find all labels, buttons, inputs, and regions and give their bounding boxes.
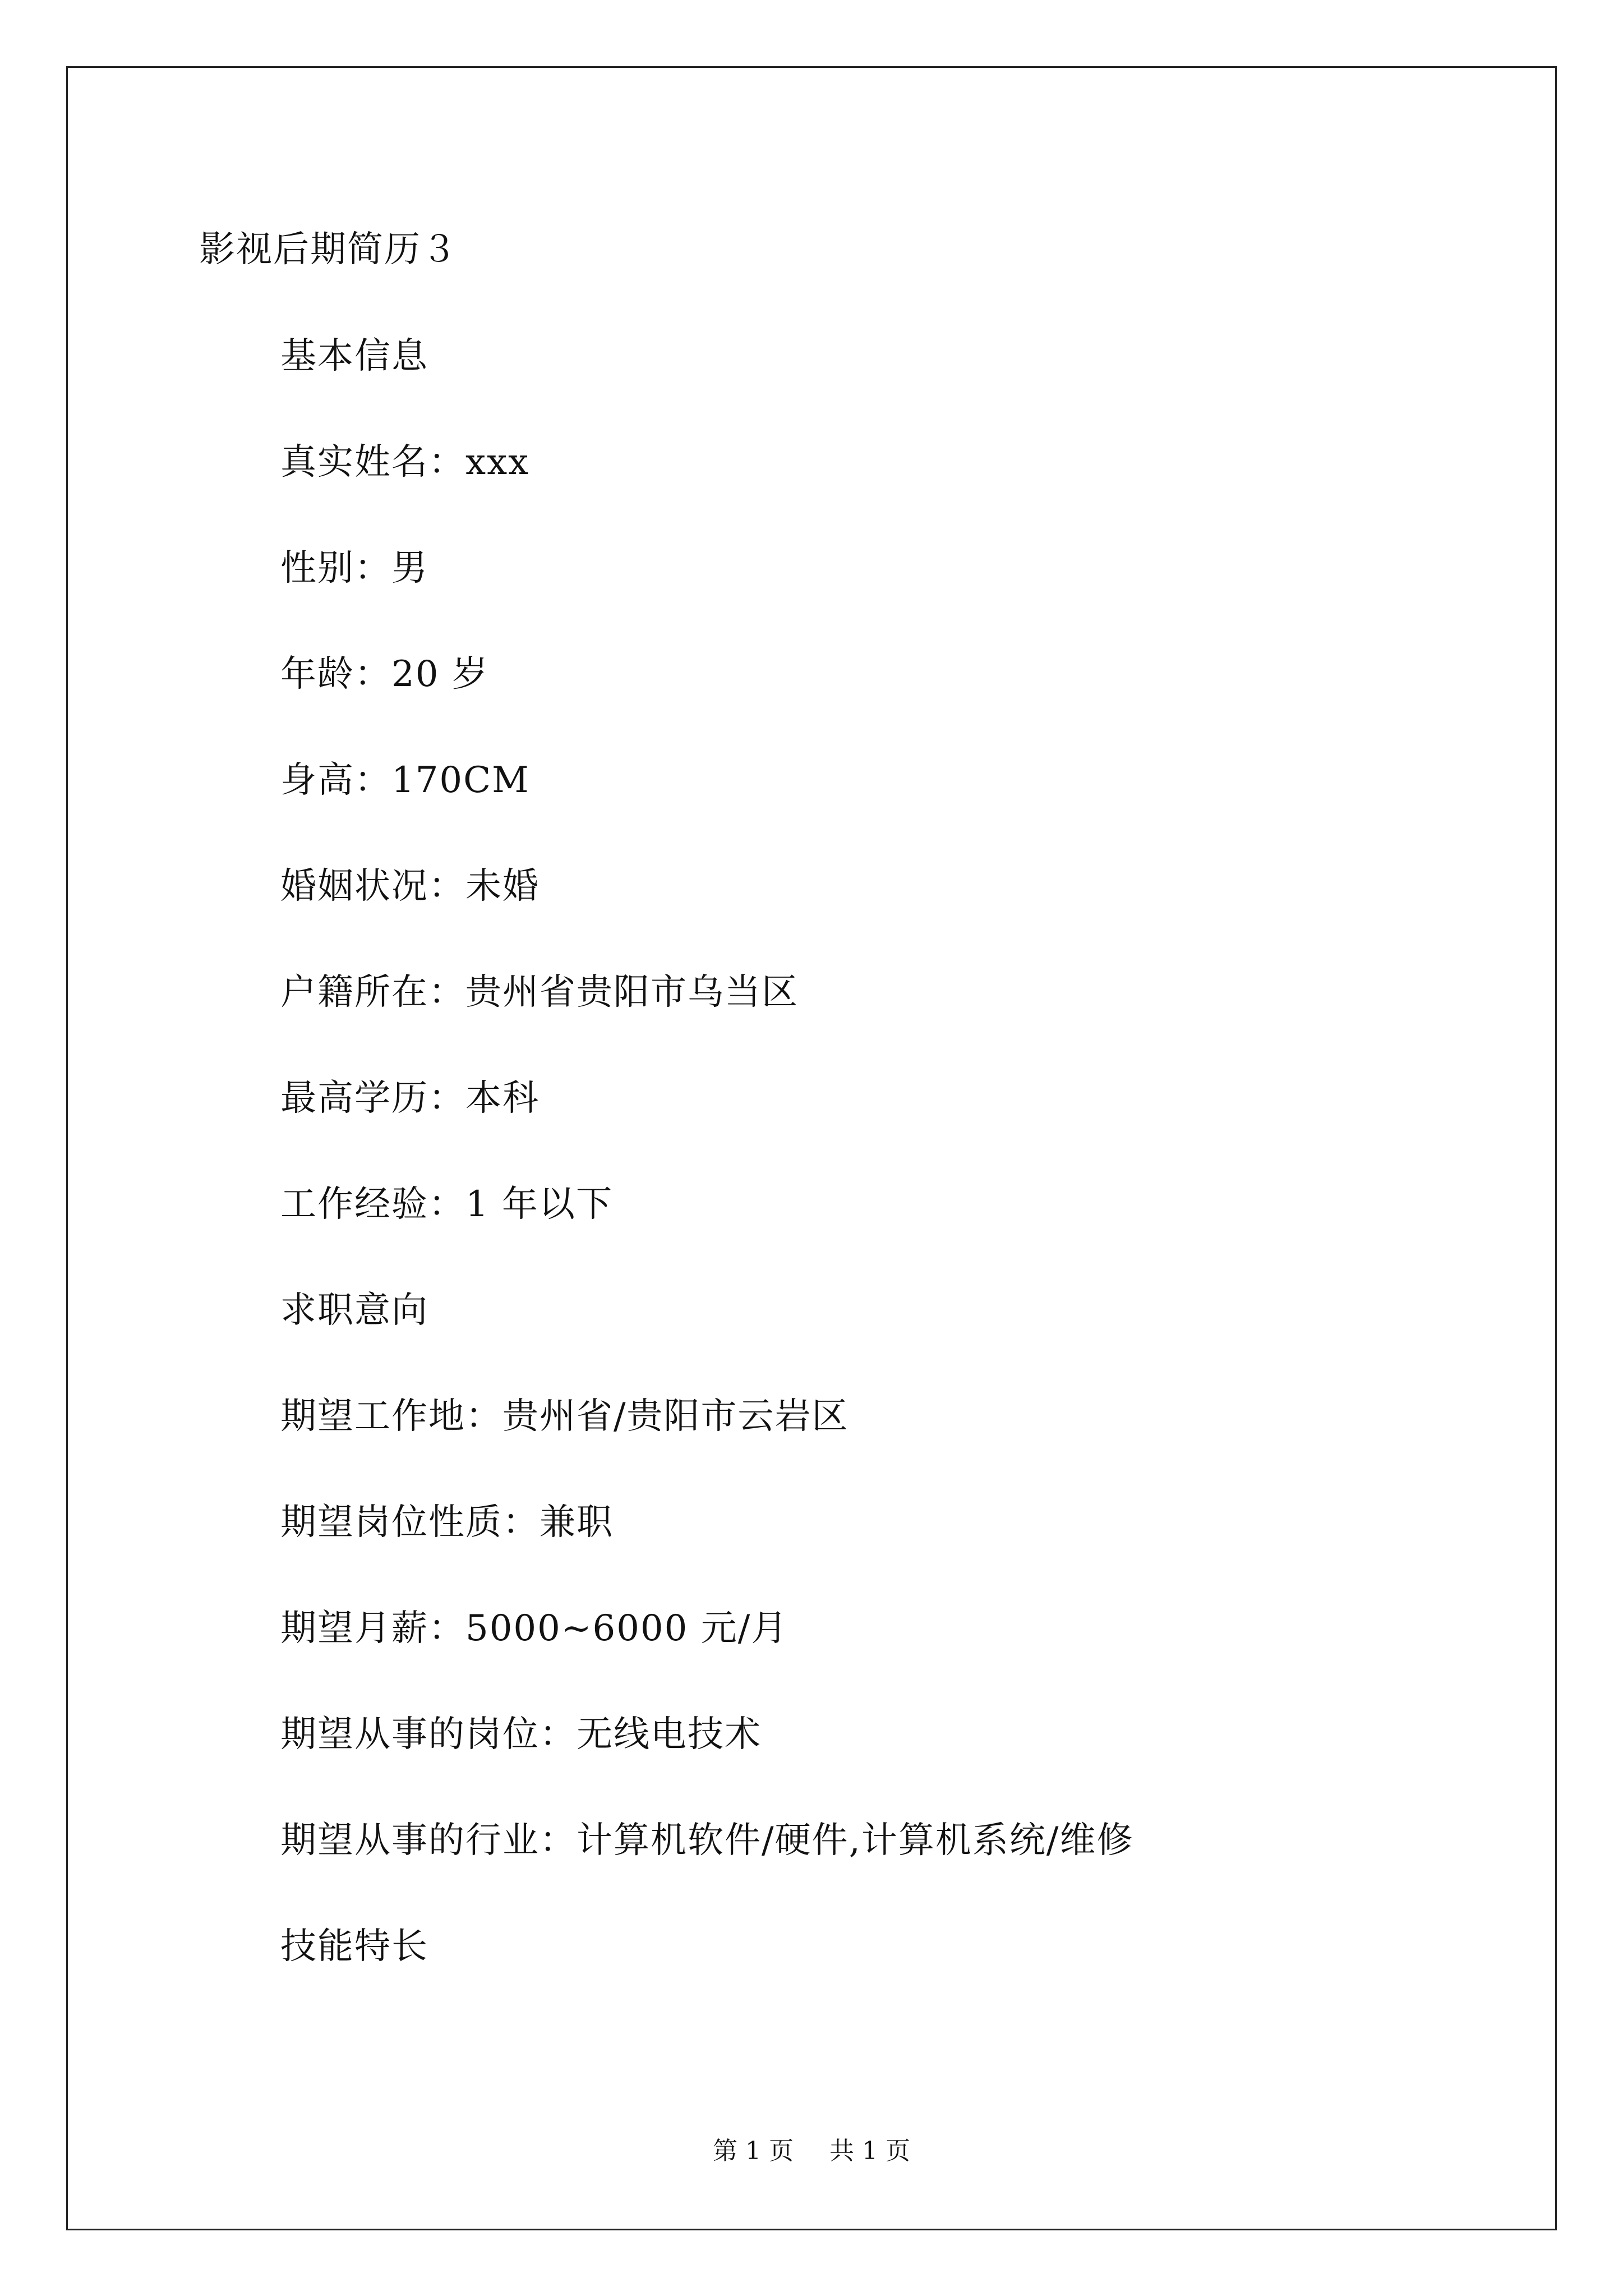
field-expected-location: 期望工作地：贵州省/贵阳市云岩区 (280, 1396, 849, 1437)
section-heading-skills: 技能特长 (280, 1926, 428, 1967)
field-real-name: 真实姓名：xxx (280, 441, 530, 483)
field-expected-salary: 期望月薪：5000~6000 元/月 (280, 1608, 789, 1649)
resume-content (280, 331, 1486, 2027)
field-marital-status: 婚姻状况：未婚 (280, 866, 540, 907)
page-number: 第 1 页 (713, 2137, 794, 2165)
field-expected-job-type: 期望岗位性质：兼职 (280, 1502, 614, 1543)
section-heading-job-intention: 求职意向 (280, 1290, 428, 1331)
field-highest-education: 最高学历：本科 (280, 1078, 540, 1119)
page-total: 共 1 页 (829, 2137, 910, 2165)
field-age: 年龄：20 岁 (280, 654, 489, 695)
field-work-experience: 工作经验：1 年以下 (280, 1184, 614, 1225)
section-heading-basic-info: 基本信息 (280, 335, 428, 377)
page-footer (0, 2134, 1623, 2168)
field-expected-position: 期望从事的岗位：无线电技术 (280, 1714, 762, 1755)
field-household-registration: 户籍所在：贵州省贵阳市乌当区 (280, 972, 799, 1013)
field-gender: 性别：男 (280, 547, 428, 589)
field-height: 身高：170CM (280, 760, 530, 801)
document-title: 影视后期简历３ (199, 229, 458, 270)
field-expected-industry: 期望从事的行业：计算机软件/硬件,计算机系统/维修 (280, 1820, 1134, 1861)
